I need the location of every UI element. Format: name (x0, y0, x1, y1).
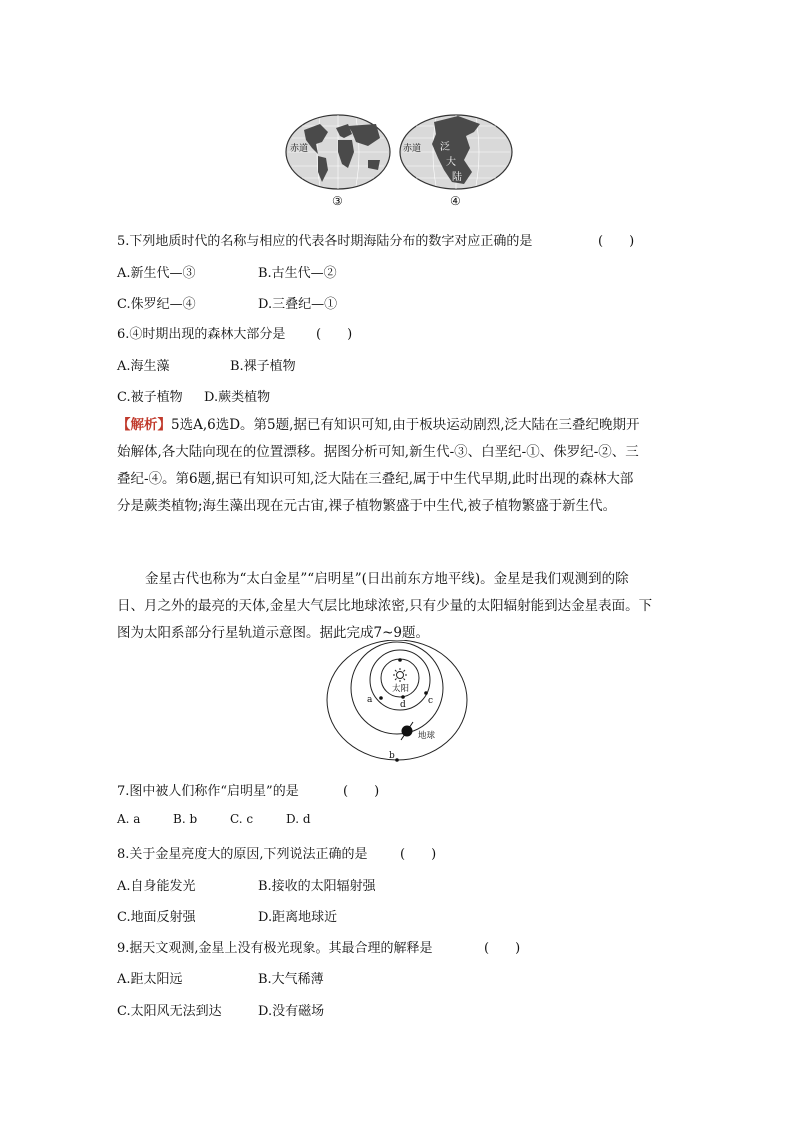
q5-option-a: A.新生代—③ (117, 266, 196, 281)
q6-option-d: D.蕨类植物 (204, 390, 271, 405)
q7-option-c: C. c (230, 812, 254, 826)
q8-option-b: B.接收的太阳辐射强 (258, 879, 376, 894)
paleogeography-maps (282, 108, 522, 208)
planet-a-dot (379, 696, 383, 700)
q9-option-a: A.距太阳远 (117, 972, 183, 987)
q7-paren: ( ) (343, 784, 380, 799)
q5-stem (117, 230, 532, 249)
planet-b-dot (395, 758, 399, 762)
q9-stem: 9.据天文观测,金星上没有极光现象。其最合理的解释是 (117, 941, 433, 956)
q8-option-a: A.自身能发光 (117, 879, 196, 894)
map4-equator-label: 赤道 (403, 144, 422, 154)
analysis-line-4: 分是蕨类植物;海生藻出现在元古宙,裸子植物繁盛于中生代,被子植物繁盛于新生代。 (117, 498, 617, 514)
q5-option-c: C.侏罗纪—④ (117, 297, 196, 312)
analysis-tag: 【解析】 (117, 417, 171, 433)
planet-c-dot (424, 691, 428, 695)
analysis-block (117, 412, 677, 520)
q5-stem-text: 5.下列地质时代的名称与相应的代表各时期海陆分布的数字对应正确的是 (117, 234, 533, 249)
map4-land-label-3: 陆 (452, 172, 462, 183)
q6-option-c: C.被子植物 (117, 390, 183, 405)
earth-label: 地球 (418, 731, 436, 741)
q8-option-c: C.地面反射强 (117, 910, 196, 925)
map4-number: ④ (450, 194, 461, 208)
sun-icon (393, 668, 407, 682)
q6-stem: 6.④时期出现的森林大部分是 (117, 327, 286, 342)
map-3 (286, 114, 390, 209)
map4-land-label-2: 大 (446, 157, 456, 168)
map-4 (400, 114, 512, 209)
q7-option-b: B. b (173, 812, 198, 826)
sun-label: 太阳 (392, 684, 410, 694)
planet-d-dot (401, 695, 405, 699)
analysis-line-1: 【解析】5选A,6选D。第5题,据已有知识可知,由于板块运动剧烈,泛大陆在三叠纪晚期开 (117, 417, 640, 433)
map4-land-label-1: 泛 (440, 142, 450, 153)
q5-paren: ( ) (598, 234, 635, 249)
map3-equator-label: 赤道 (290, 144, 309, 154)
intro-line-2: 日、月之外的最亮的天体,金星大气层比地球浓密,只有少量的太阳辐射能到达金星表面。下 (117, 598, 653, 614)
planet-a-label: a (367, 695, 373, 705)
planet-c-label: c (428, 696, 434, 706)
q9-option-c: C.太阳风无法到达 (117, 1004, 222, 1019)
q9-option-d: D.没有磁场 (258, 1004, 325, 1019)
analysis-line-2: 始解体,各大陆向现在的位置漂移。据图分析可知,新生代-③、白垩纪-①、侏罗纪-②、三 (117, 444, 639, 460)
planet-d-label: d (400, 700, 406, 710)
map3-number: ③ (332, 194, 343, 208)
planet-b-label: b (389, 751, 395, 761)
q9-paren: ( ) (484, 941, 521, 956)
intro-line-1: 金星古代也称为“太白金星”“启明星”(日出前东方地平线)。金星是我们观测到的除 (145, 571, 629, 587)
q7-stem: 7.图中被人们称作“启明星”的是 (117, 784, 299, 799)
q6-paren: ( ) (316, 327, 353, 342)
q6-option-b: B.裸子植物 (230, 359, 296, 374)
intro-line-3: 图为太阳系部分行星轨道示意图。据此完成7~9题。 (117, 625, 429, 641)
q7-option-a: A. a (117, 812, 141, 826)
q5-option-b: B.古生代—② (258, 266, 337, 281)
q6-option-a: A.海生藻 (117, 359, 170, 374)
q5-option-d: D.三叠纪—① (258, 297, 338, 312)
intro-paragraph (117, 566, 677, 647)
q9-option-b: B.大气稀薄 (258, 972, 324, 987)
analysis-line-3: 叠纪-④。第6题,据已有知识可知,泛大陆在三叠纪,属于中生代早期,此时出现的森林大部 (117, 471, 634, 487)
q8-paren: ( ) (400, 847, 437, 862)
orbit-outer (327, 640, 467, 760)
mercury-top-dot (398, 658, 402, 662)
orbit-diagram (325, 640, 470, 766)
q8-stem: 8.关于金星亮度大的原因,下列说法正确的是 (117, 847, 368, 862)
q8-option-d: D.距离地球近 (258, 910, 338, 925)
q7-option-d: D. d (286, 812, 311, 826)
